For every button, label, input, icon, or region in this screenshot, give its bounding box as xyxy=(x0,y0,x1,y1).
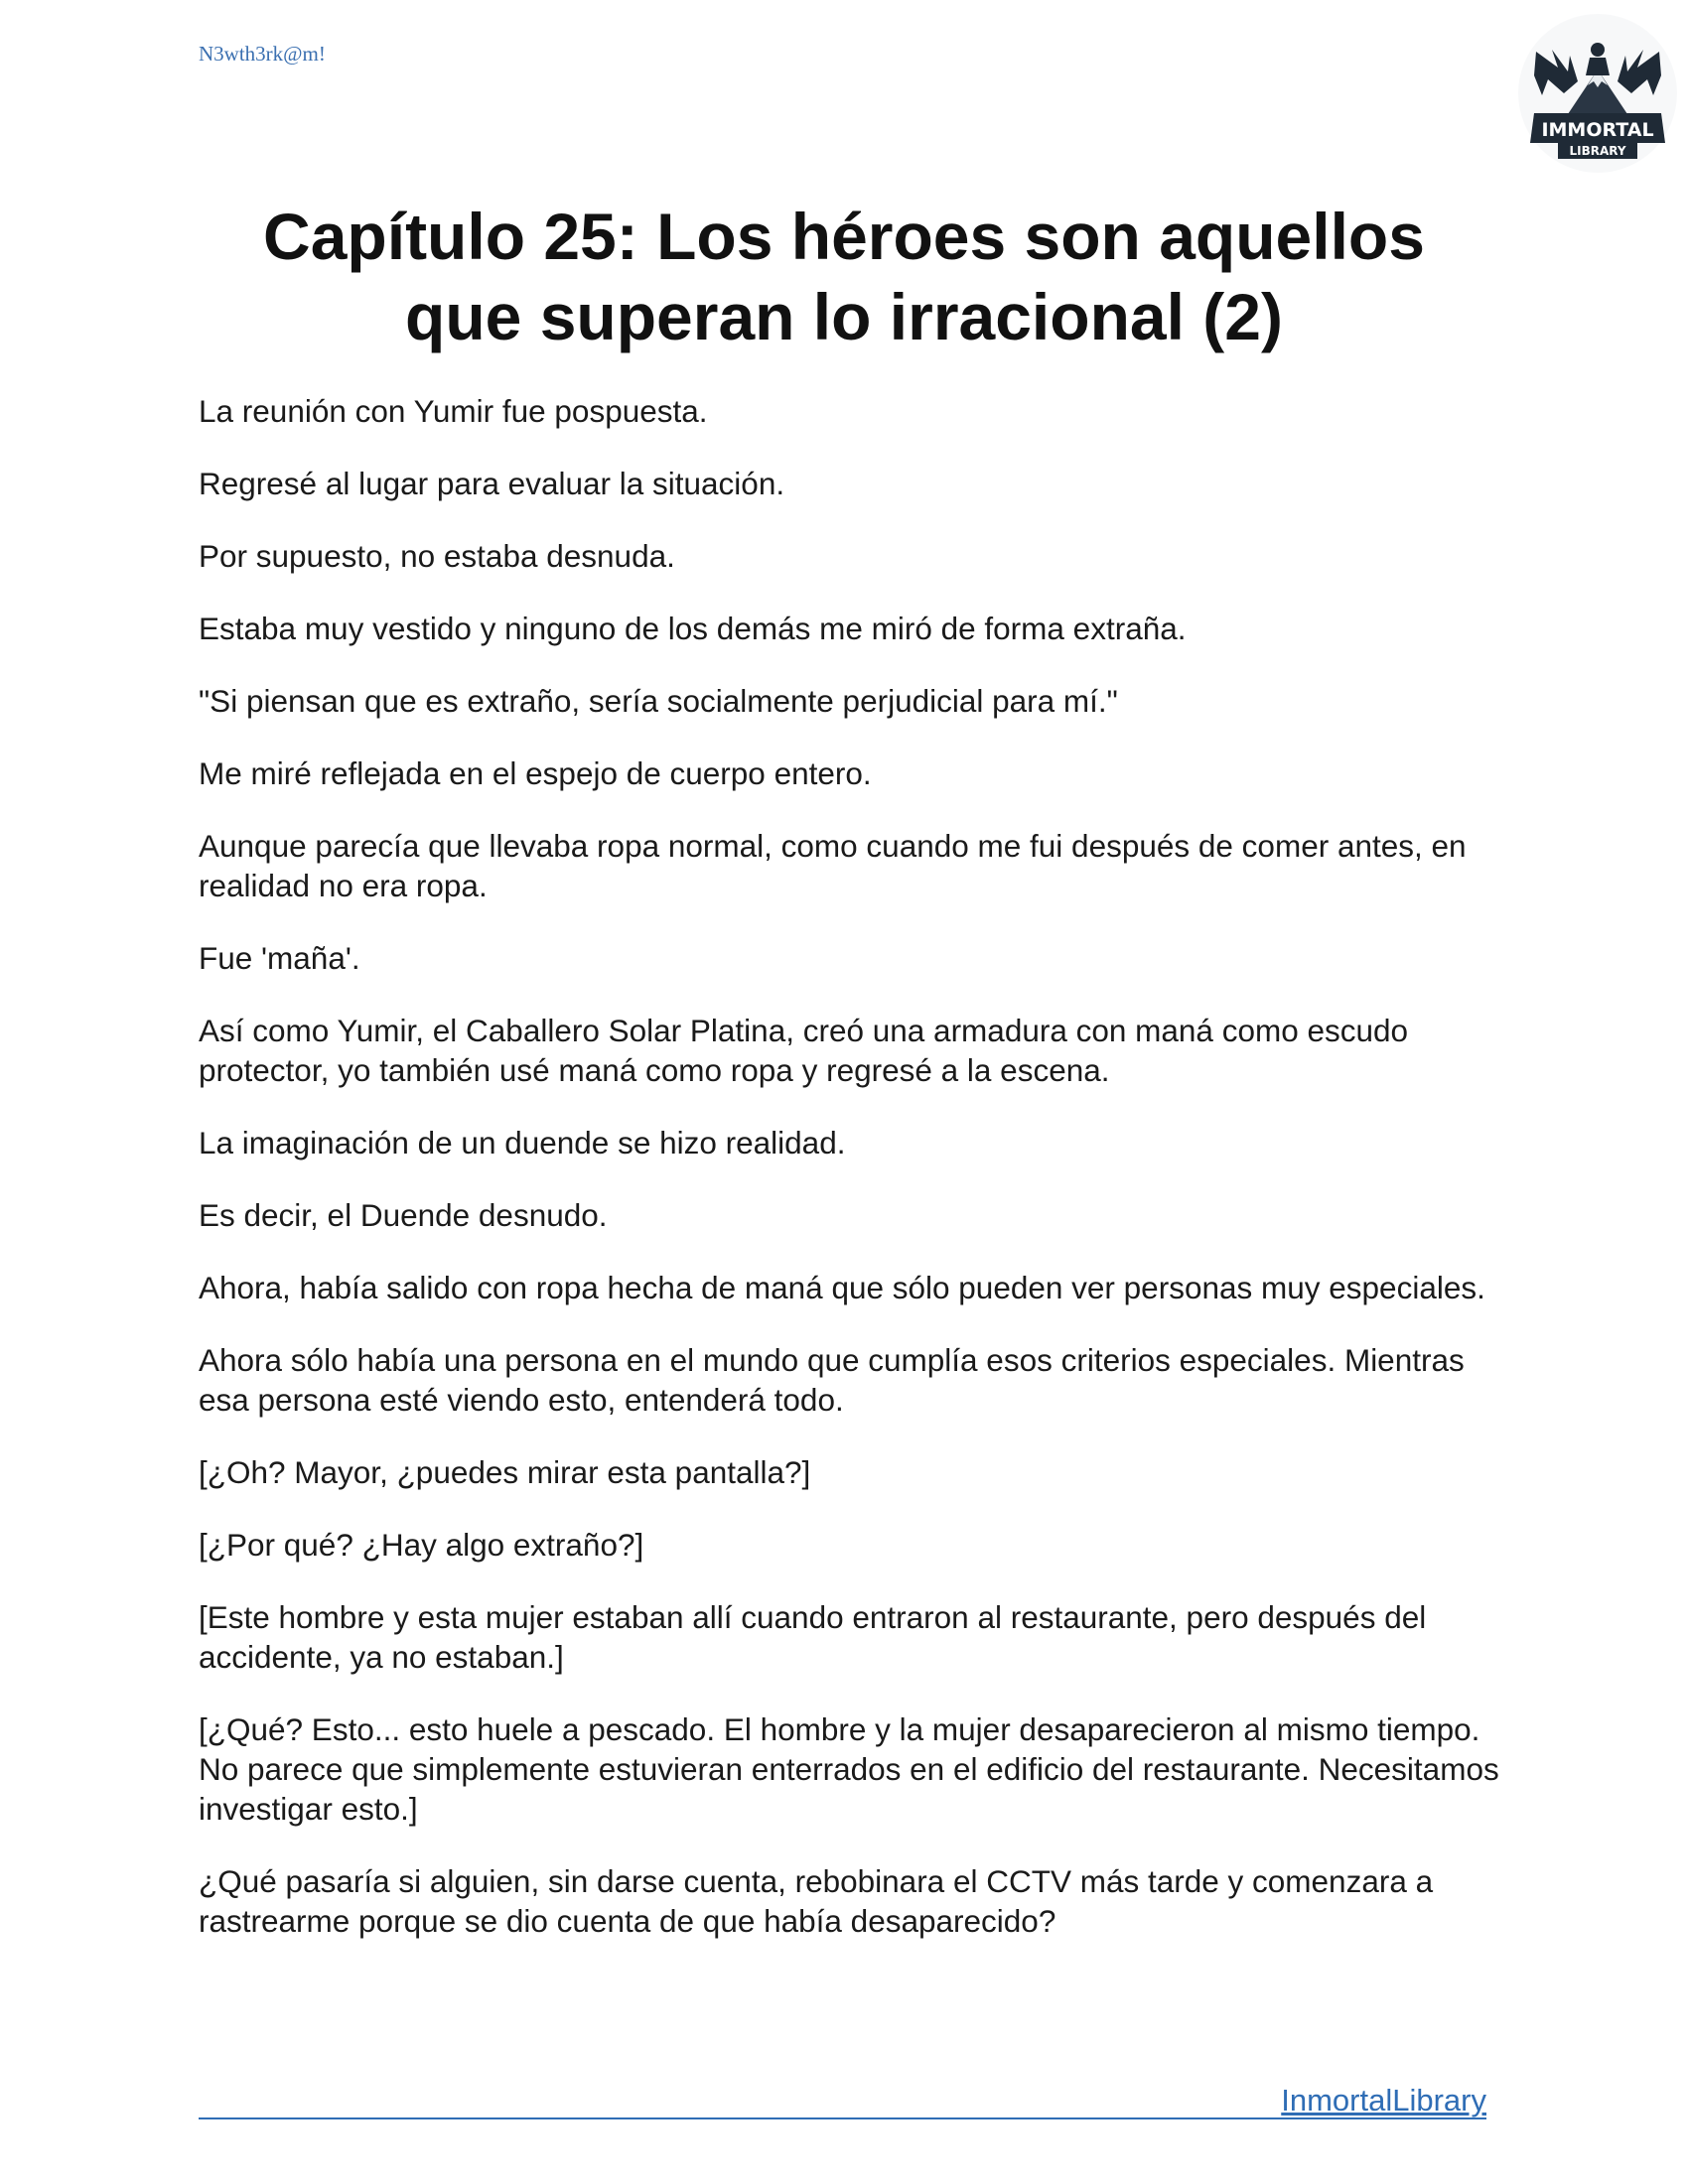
paragraph: Fue 'maña'. xyxy=(199,940,360,976)
paragraph: [¿Oh? Mayor, ¿puedes mirar esta pantalla?] xyxy=(199,1454,811,1490)
logo-line1: IMMORTAL xyxy=(1541,119,1654,141)
paragraph: Regresé al lugar para evaluar la situación. xyxy=(199,466,785,501)
paragraph: Por supuesto, no estaba desnuda. xyxy=(199,538,675,574)
paragraph: Estaba muy vestido y ninguno de los demás me miró de forma extraña. xyxy=(199,611,1187,646)
watermark-text: N3wth3rk@m! xyxy=(199,42,326,66)
paragraph: ¿Qué pasaría si alguien, sin darse cuenta, rebobinara el CCTV más tarde y comenzara a rastrearme porque se dio cuenta de que había desaparecido? xyxy=(199,1863,1434,1939)
paragraph: Aunque parecía que llevaba ropa normal, como cuando me fui después de comer antes, en realidad no era ropa. xyxy=(199,828,1467,903)
footer-divider xyxy=(199,2117,1486,2119)
title-line-2: que superan lo irracional (2) xyxy=(405,280,1283,353)
paragraph: La reunión con Yumir fue pospuesta. xyxy=(199,393,708,429)
paragraph: [Este hombre y esta mujer estaban allí cuando entraron al restaurante, pero después del accidente, ya no estaban.] xyxy=(199,1599,1427,1675)
title-line-1: Capítulo 25: Los héroes son aquellos xyxy=(263,200,1425,273)
paragraph: Ahora sólo había una persona en el mundo que cumplía esos criterios especiales. Mientras esa persona esté viendo esto, entenderá todo. xyxy=(199,1342,1465,1418)
paragraph: Así como Yumir, el Caballero Solar Platina, creó una armadura con maná como escudo protector, yo también usé maná como ropa y regresé a la escena. xyxy=(199,1013,1409,1088)
chapter-body xyxy=(199,391,1509,1974)
immortal-library-logo xyxy=(1514,10,1681,177)
paragraph: [¿Por qué? ¿Hay algo extraño?] xyxy=(199,1527,644,1563)
paragraph: Es decir, el Duende desnudo. xyxy=(199,1197,608,1233)
logo-line2: LIBRARY xyxy=(1569,144,1626,158)
paragraph: Ahora, había salido con ropa hecha de maná que sólo pueden ver personas muy especiales. xyxy=(199,1270,1485,1305)
paragraph: [¿Qué? Esto... esto huele a pescado. El hombre y la mujer desaparecieron al mismo tiempo. No parece que simplemente estuvieran enterrados en el edificio del restaurante. Necesitamos investigar esto.] xyxy=(199,1711,1499,1827)
page-title xyxy=(149,197,1539,357)
footer-link[interactable]: InmortalLibrary xyxy=(1281,2083,1486,2117)
paragraph: Me miré reflejada en el espejo de cuerpo entero. xyxy=(199,755,872,791)
paragraph: "Si piensan que es extraño, sería socialmente perjudicial para mí." xyxy=(199,683,1118,719)
paragraph: La imaginación de un duende se hizo realidad. xyxy=(199,1125,846,1160)
